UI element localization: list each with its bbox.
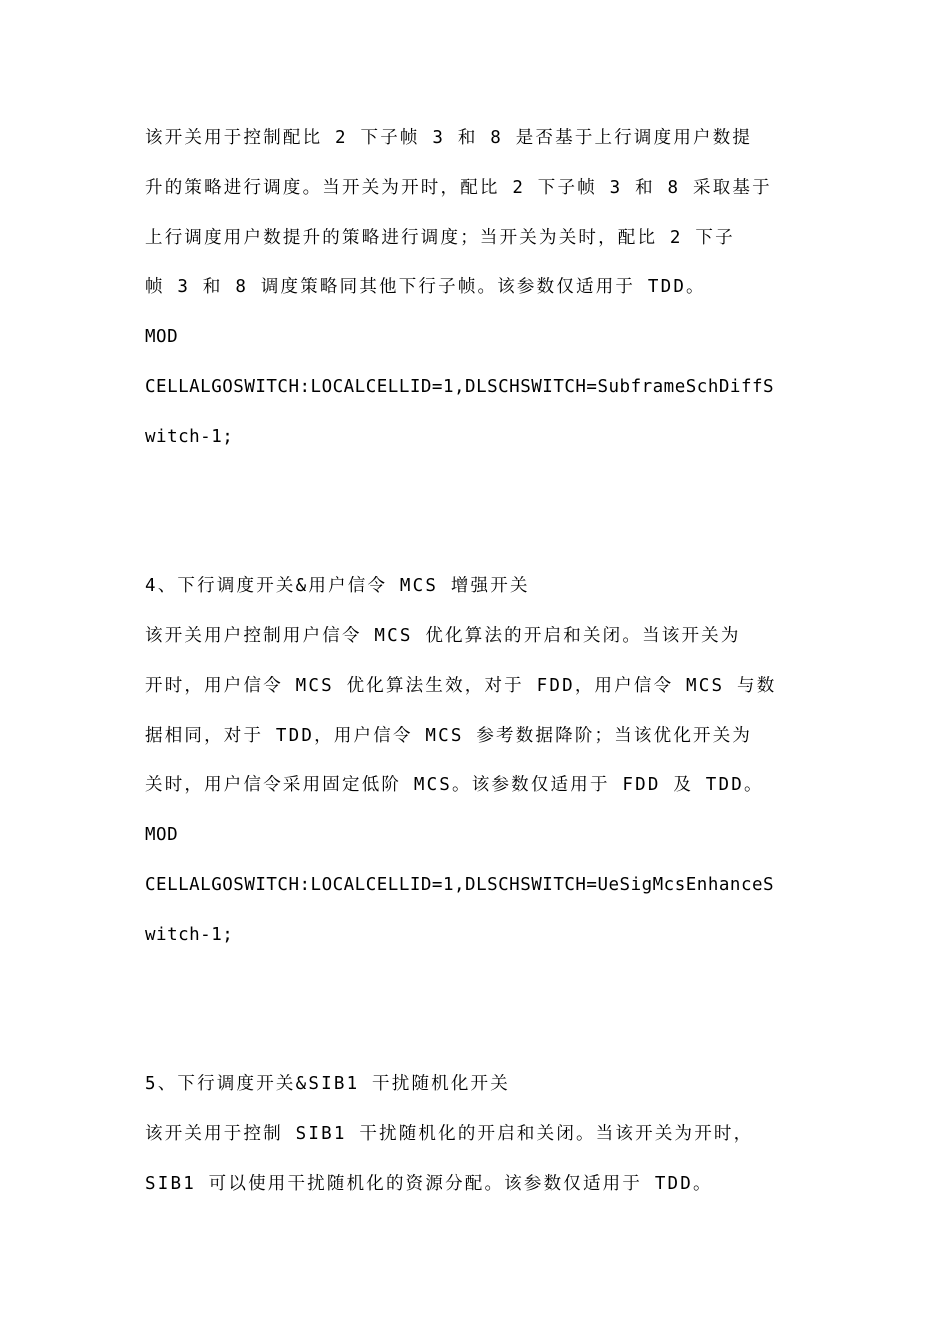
command-line: witch-1; xyxy=(145,924,234,945)
section-sib1-interference-random xyxy=(145,1064,810,1213)
section-subframe-sch-diff xyxy=(145,118,810,467)
section-spacer xyxy=(145,965,810,1065)
paragraph-line: 该开关用于控制配比 2 下子帧 3 和 8 是否基于上行调度用户数提 xyxy=(145,128,753,148)
paragraph-line: 该开关用于控制 SIB1 干扰随机化的开启和关闭。当该开关为开时， xyxy=(145,1123,754,1144)
paragraph-line: SIB1 可以使用干扰随机化的资源分配。该参数仅适用于 TDD。 xyxy=(145,1173,713,1194)
section-heading: 5、下行调度开关&SIB1 干扰随机化开关 xyxy=(145,1074,510,1095)
command-line: witch-1; xyxy=(145,426,234,447)
section-heading: 4、下行调度开关&用户信令 MCS 增强开关 xyxy=(145,576,530,597)
paragraph-line: 升的策略进行调度。当开关为开时，配比 2 下子帧 3 和 8 采取基于 xyxy=(145,177,772,198)
document-page xyxy=(145,118,810,1214)
paragraph-line: 关时，用户信令采用固定低阶 MCS。该参数仅适用于 FDD 及 TDD。 xyxy=(145,775,764,796)
command-line: CELLALGOSWITCH:LOCALCELLID=1,DLSCHSWITCH=UeSigMcsEnhanceS xyxy=(145,874,775,895)
section-ue-sig-mcs-enhance xyxy=(145,566,810,964)
command-line: MOD xyxy=(145,327,179,348)
paragraph-line: 帧 3 和 8 调度策略同其他下行子帧。该参数仅适用于 TDD。 xyxy=(145,277,706,298)
section-spacer xyxy=(145,467,810,567)
paragraph-line: 据相同，对于 TDD，用户信令 MCS 参考数据降阶；当该优化开关为 xyxy=(145,725,753,746)
paragraph-line: 该开关用户控制用户信令 MCS 优化算法的开启和关闭。当该开关为 xyxy=(145,625,741,646)
paragraph-line: 开时，用户信令 MCS 优化算法生效，对于 FDD，用户信令 MCS 与数 xyxy=(145,675,777,696)
command-line: CELLALGOSWITCH:LOCALCELLID=1,DLSCHSWITCH=SubframeSchDiffS xyxy=(145,376,775,397)
command-line: MOD xyxy=(145,825,179,846)
paragraph-line: 上行调度用户数提升的策略进行调度；当开关为关时，配比 2 下子 xyxy=(145,227,735,248)
